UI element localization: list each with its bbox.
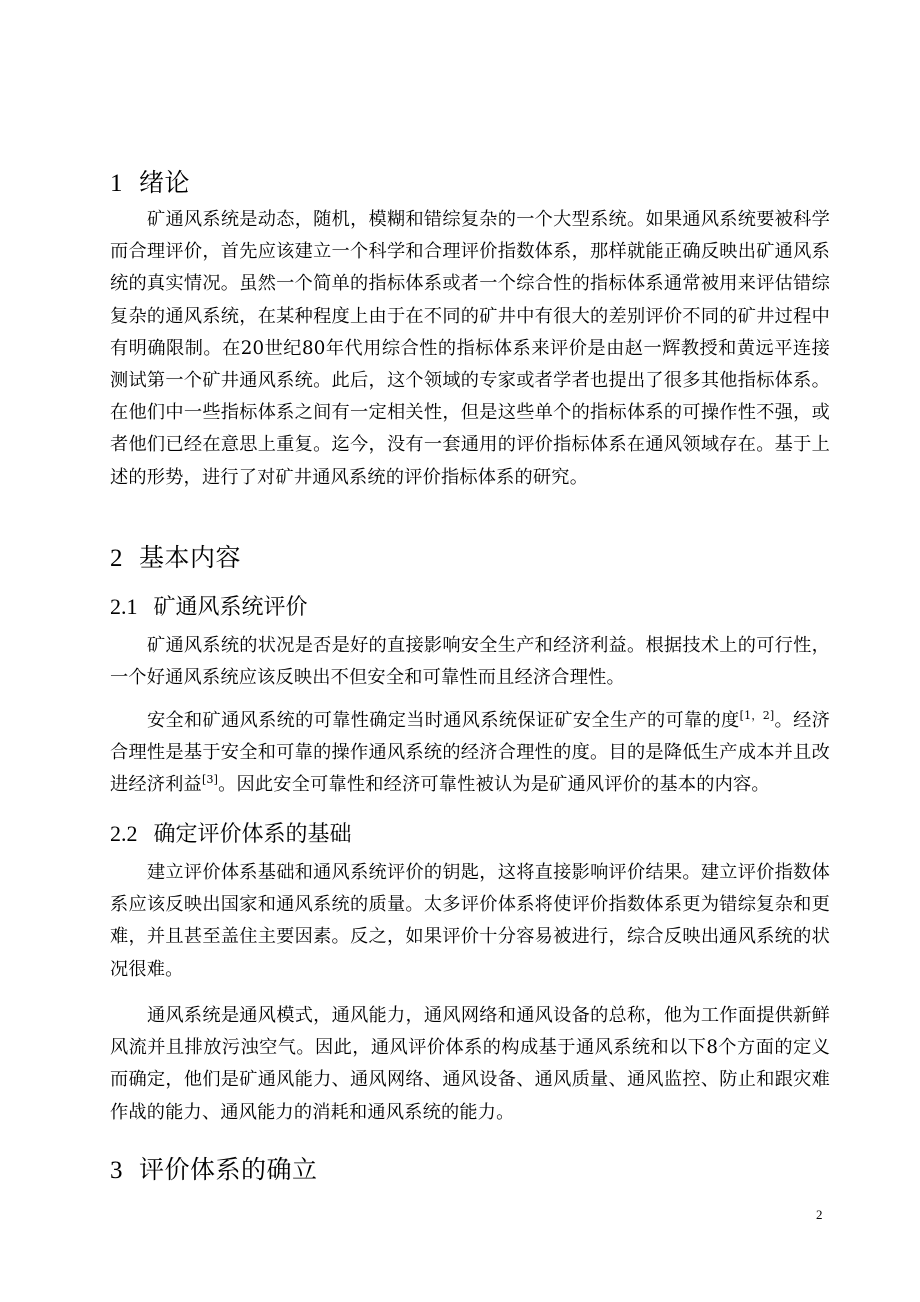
citation-1-2: [1，2] bbox=[739, 709, 775, 722]
section-2-1-paragraph-2-part-a: 安全和矿通风系统的可靠性确定当时通风系统保证矿安全生产的可靠的度 bbox=[147, 710, 740, 731]
section-3-number: 3 bbox=[110, 1157, 123, 1184]
section-2-2-paragraph-2: 通风系统是通风模式，通风能力，通风网络和通风设备的总称，他为工作面提供新鲜风流并且排放污浊空气。因此，通风评价体系的构成基于通风系统和以下8个方面的定义而确定，他们是矿通风能力、通风网络、通风设备、通风质量、通风监控、防止和跟灾难作战的能力、通风能力的消耗和通风系统的能力。 bbox=[110, 1005, 830, 1123]
section-2-1-paragraph-1: 矿通风系统的状况是否是好的直接影响安全生产和经济利益。根据技术上的可行性，一个好通风系统应该反映出不但安全和可靠性而且经济合理性。 bbox=[110, 635, 830, 689]
citation-3: [3] bbox=[201, 773, 219, 787]
section-2-2-heading bbox=[110, 819, 352, 850]
section-1-number: 1 bbox=[110, 170, 123, 197]
section-2-heading bbox=[110, 542, 241, 575]
section-2-1-title: 矿通风系统评价 bbox=[153, 595, 308, 620]
section-2-2-paragraph-1: 建立评价体系基础和通风系统评价的钥匙，这将直接影响评价结果。建立评价指数体系应该反映出国家和通风系统的质量。太多评价体系将使评价指数体系更为错综复杂和更难，并且甚至盖住主要因素。反之，如果评价十分容易被进行，综合反映出通风系统的状况很难。 bbox=[110, 862, 830, 980]
page-number: 2 bbox=[816, 1207, 823, 1222]
section-2-1-paragraph-2-part-b: 。经济合理性是基于安全和可靠的操作通风系统的经济合理性的度。目的是降低生产成本并且改进经济利益 bbox=[110, 710, 830, 796]
section-1-heading bbox=[110, 167, 190, 200]
section-1-paragraph: 矿通风系统是动态，随机，模糊和错综复杂的一个大型系统。如果通风系统要被科学而合理评价，首先应该建立一个科学和合理评价指数体系，那样就能正确反映出矿通风系统的真实情况。虽然一个简单的指标体系或者一个综合性的指标体系通常被用来评估错综复杂的通风系统，在某种程度上由于在不同的矿井中有很大的差别评价不同的矿井过程中有明确限制。在20世纪80年代用综合性的指标体系来评价是由赵一辉教授和黄远平连接测试第一个矿井通风系统。此后，这个领域的专家或者学者也提出了很多其他指标体系。在他们中一些指标体系之间有一定相关性，但是这些单个的指标体系的可操作性不强，或者他们已经在意思上重复。迄今，没有一套通用的评价指标体系在通风领域存在。基于上述的形势，进行了对矿井通风系统的评价指标体系的研究。 bbox=[110, 209, 830, 488]
section-1-title: 绪论 bbox=[139, 168, 191, 197]
section-2-2-title: 确定评价体系的基础 bbox=[153, 822, 352, 847]
section-2-1-paragraph-2 bbox=[110, 705, 830, 802]
section-2-1-number: 2.1 bbox=[110, 594, 138, 619]
section-3-title: 评价体系的确立 bbox=[139, 1155, 318, 1184]
section-2-number: 2 bbox=[110, 545, 123, 572]
section-2-title: 基本内容 bbox=[139, 543, 242, 572]
section-2-1-paragraph-2-part-c: 。因此安全可靠性和经济可靠性被认为是矿通风评价的基本的内容。 bbox=[218, 774, 770, 796]
section-2-1-heading bbox=[110, 592, 308, 623]
section-2-2-number: 2.2 bbox=[110, 821, 138, 846]
section-3-heading bbox=[110, 1154, 318, 1187]
